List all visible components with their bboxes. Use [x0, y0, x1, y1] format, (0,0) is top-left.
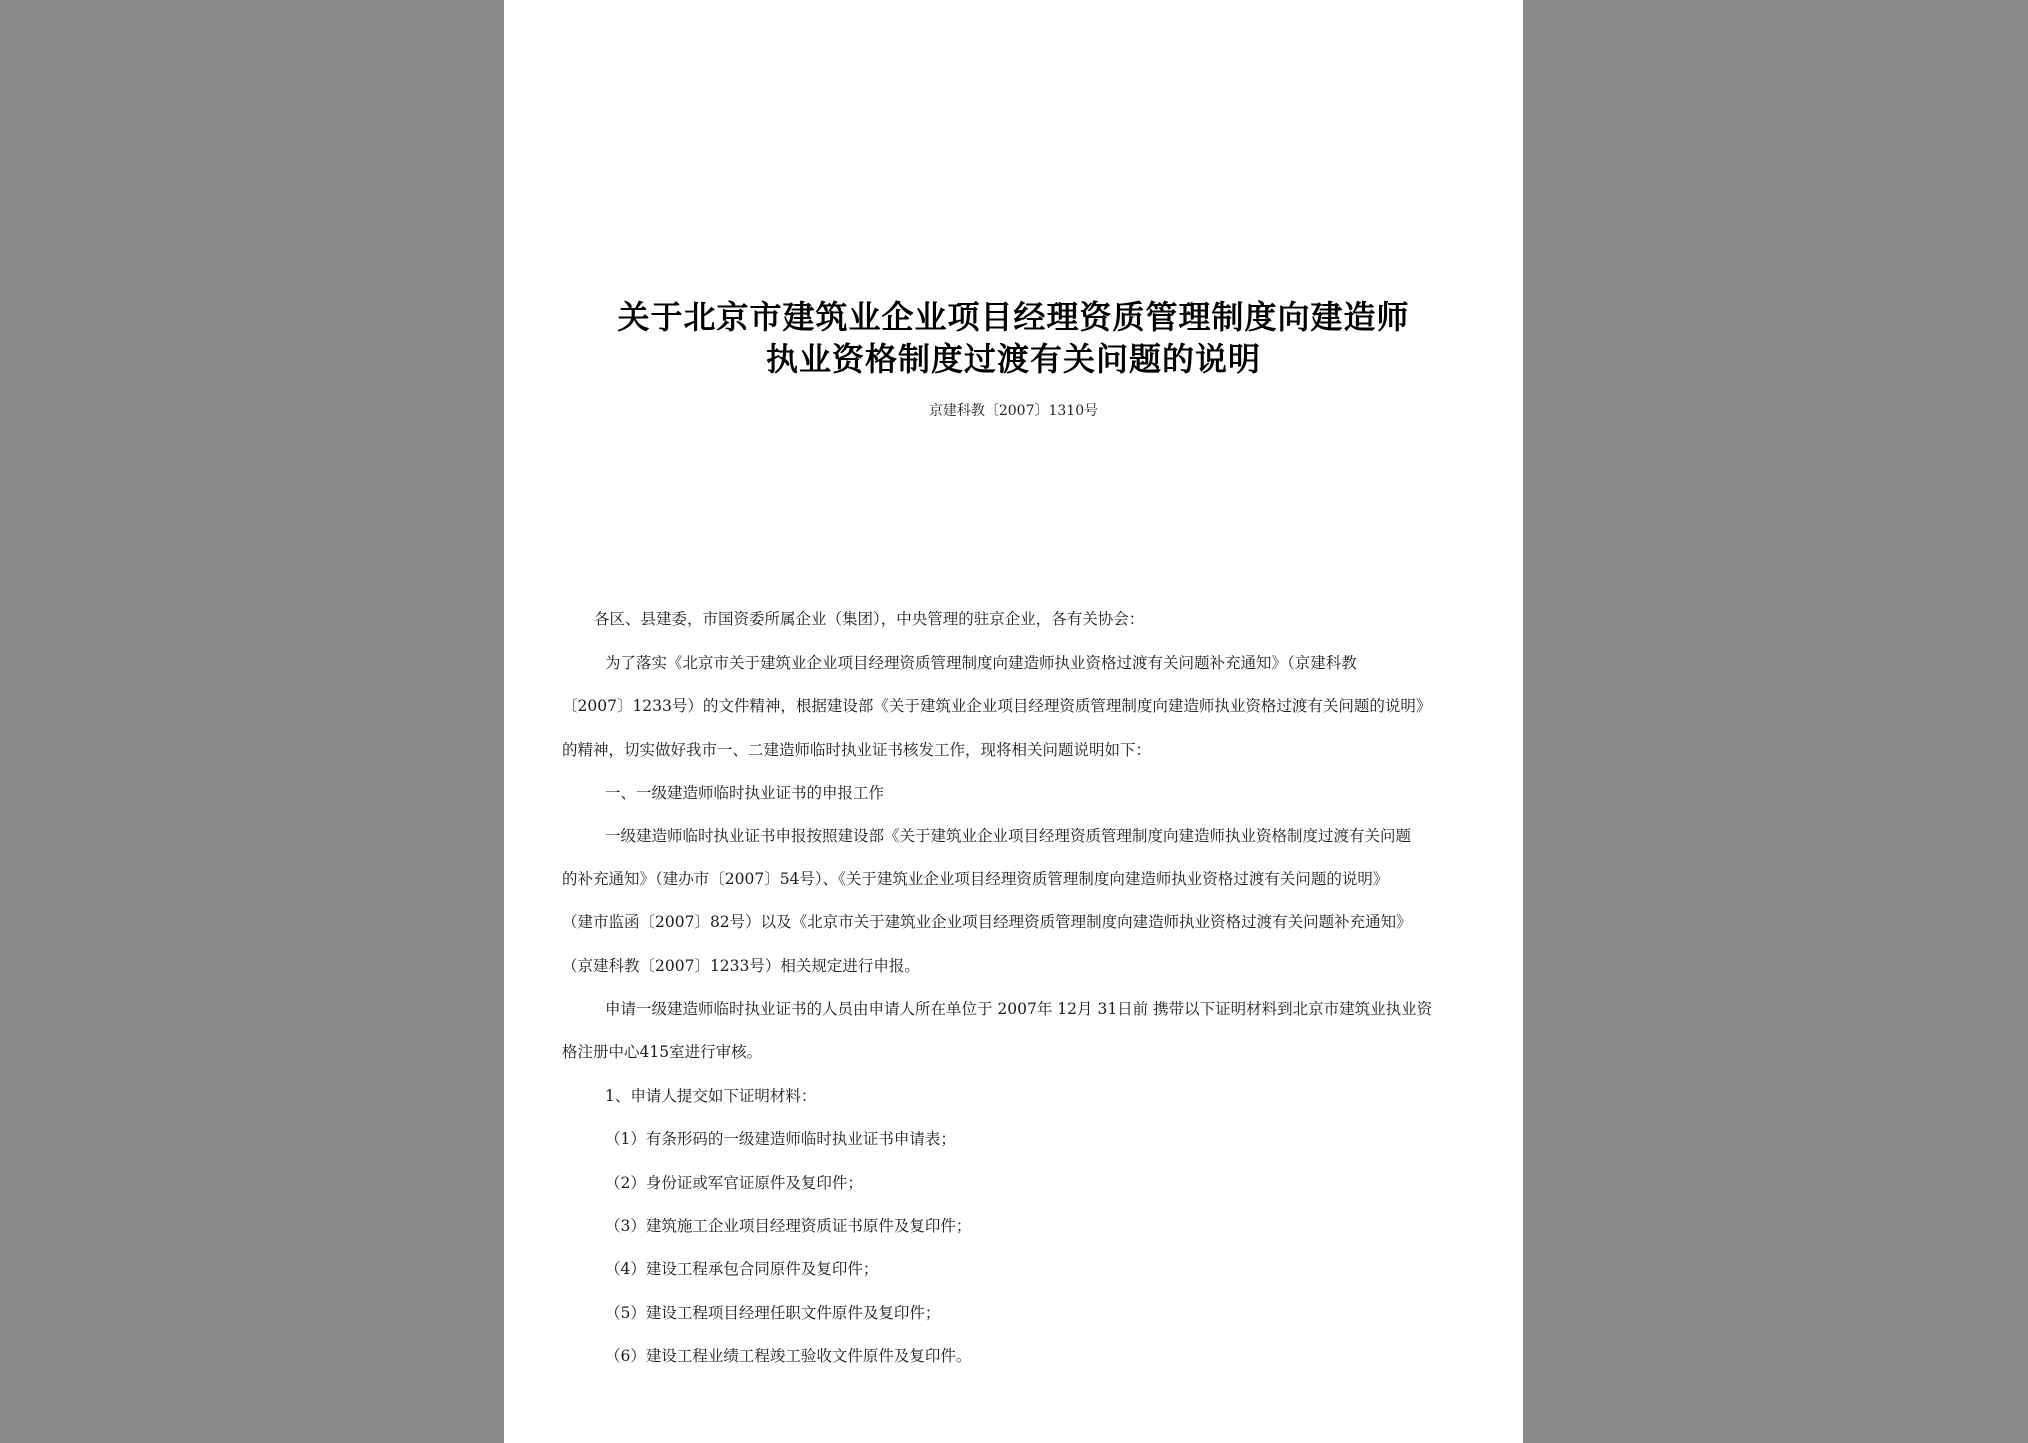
list-item: （1）有条形码的一级建造师临时执业证书申请表；	[605, 1130, 956, 1148]
list-heading: 1、申请人提交如下证明材料：	[605, 1087, 817, 1105]
body-line: （建市监函〔2007〕82号）以及《北京市关于建筑业企业项目经理资质管理制度向建造师执业资格过渡有关问题补充通知》	[562, 913, 1412, 931]
body-line: （京建科教〔2007〕1233号）相关规定进行申报。	[562, 957, 920, 975]
body-line: 申请一级建造师临时执业证书的人员由申请人所在单位于 2007年 12月 31日前 携带以下证明材料到北京市建筑业执业资	[605, 1000, 1433, 1018]
document-title-line-2: 执业资格制度过渡有关问题的说明	[765, 340, 1261, 378]
body-line-salutation: 各区、县建委，市国资委所属企业（集团），中央管理的驻京企业，各有关协会：	[594, 610, 1145, 628]
list-item: （5）建设工程项目经理任职文件原件及复印件；	[605, 1304, 941, 1322]
list-item: （6）建设工程业绩工程竣工验收文件原件及复印件。	[605, 1347, 972, 1365]
list-item: （4）建设工程承包合同原件及复印件；	[605, 1260, 879, 1278]
body-line: 为了落实《北京市关于建筑业企业项目经理资质管理制度向建造师执业资格过渡有关问题补充通知》（京建科教	[605, 654, 1357, 672]
body-line: 格注册中心415室进行审核。	[562, 1043, 763, 1061]
body-line: 〔2007〕1233号）的文件精神，根据建设部《关于建筑业企业项目经理资质管理制度向建造师执业资格过渡有关问题的说明》	[562, 697, 1432, 715]
document-number: 京建科教〔2007〕1310号	[928, 403, 1099, 419]
list-item: （3）建筑施工企业项目经理资质证书原件及复印件；	[605, 1217, 972, 1235]
section-heading: 一、一级建造师临时执业证书的申报工作	[605, 784, 885, 802]
body-line: 的精神，切实做好我市一、二建造师临时执业证书核发工作，现将相关问题说明如下：	[562, 741, 1152, 759]
document-page	[504, 0, 1523, 1443]
body-line: 一级建造师临时执业证书申报按照建设部《关于建筑业企业项目经理资质管理制度向建造师执业资格制度过渡有关问题	[605, 827, 1412, 845]
body-line: 的补充通知》（建办市〔2007〕54号）、《关于建筑业企业项目经理资质管理制度向建造师执业资格过渡有关问题的说明》	[562, 870, 1389, 888]
document-title-line-1: 关于北京市建筑业企业项目经理资质管理制度向建造师	[617, 298, 1410, 336]
list-item: （2）身份证或军官证原件及复印件；	[605, 1174, 863, 1192]
